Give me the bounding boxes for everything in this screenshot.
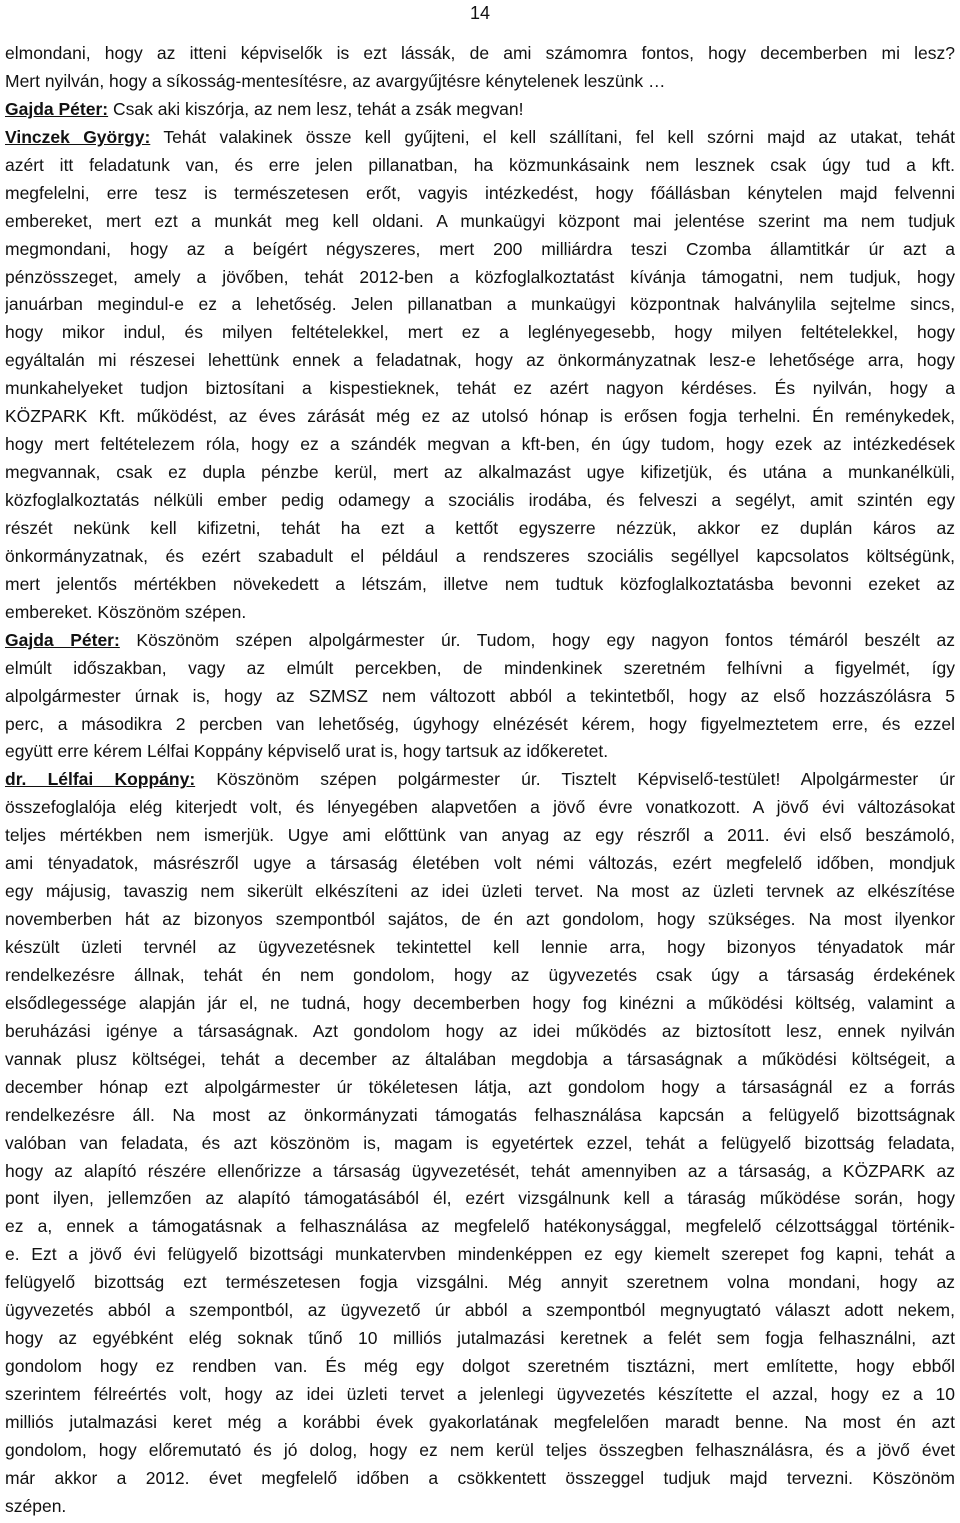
text-line: elmondani, hogy az itteni képviselők is ezt lássák, de ami számomra fontos, hogy decemberben mi lesz? — [5, 43, 955, 63]
text-line: december hónap ezt alpolgármester úr tökéletesen látja, azt gondolom hogy a társaságnál ez a forrás — [5, 1076, 955, 1097]
text-line: elmúlt időszakban, vagy az elmúlt percekben, de mindenkinek szeretném felhívni a figyelmét, így — [5, 657, 955, 678]
text-line: perc, a másodikra 2 percben van lehetőség, úgyhogy elnézését kérem, hogy figyelmeztetem erre, és ezzel — [5, 713, 955, 734]
text-line: pont ilyen, jellemzően az alapító támogatásából él, ezért vizsgálnunk kell a táraság működése során, hogy — [5, 1188, 955, 1209]
text-line: milliós jutalmazási keret még a korábbi évek gyakorlatának megfelelően maradt benne. Na most én azt — [5, 1411, 955, 1432]
text-line: elsődlegessége alapján jár el, ne tudná, hogy decemberben hogy fog kinézni a működési költség, valamint a — [5, 992, 955, 1013]
text-line: részét nekünk kell kifizetni, tehát ha ezt a kettőt egyszerre nézzük, akkor ez duplán káros az — [5, 517, 955, 538]
text-line: hogy mert feltételezem róla, hogy ez a szándék megvan a kft-ben, én úgy tudom, hogy ezek az intézkedések — [5, 434, 955, 455]
text-line: készült üzleti tervnél az ügyvezetésnek tekintettel kell lennie arra, hogy bizonyos tényadatok már — [5, 937, 955, 957]
text-line: közfoglalkoztatás nélküli ember pedig odamegy a szociális irodába, és felveszi a segélyt, amit szintén egy — [5, 490, 955, 510]
text-line: hogy az alapító részére ellenőrizze a társaság ügyvezetését, tehát amennyiben az a társaság, a KÖZPARK az — [5, 1160, 955, 1181]
text-line: rendelkezésre állnak, tehát én nem gondolom, hogy az ügyvezetés csak úgy a társaság érdekének — [5, 964, 955, 985]
text-line: novemberben hát az bizonyos szempontból sajátos, de én azt gondolom, hogy szükséges. Na most ilyenkor — [5, 909, 955, 930]
line-text: Csak aki kiszórja, az nem lesz, tehát a zsák megvan! — [112, 98, 524, 119]
text-line: megmondani, hogy az a beígért négyszeres, mert 200 milliárdra teszi Czomba államtitkár úr azt a — [5, 238, 955, 259]
text-line: KÖZPARK Kft. működést, az éves zárását még ez az utolsó hónap is erősen fogja terhelni. Én reménykedek, — [5, 406, 955, 427]
text-line: egy májusig, tavaszig nem sikerült elkészíteni az idei üzleti tervet. Na most az üzleti tervnek az elkészítése — [5, 881, 955, 902]
text-line: önkormányzatnak, és ezért szabadult el például a rendszeres szociális segéllyel kapcsolatos költségünk, — [5, 545, 955, 566]
text-line: gondolom hogy ez rendben van. És még egy dolgot szeretném tisztázni, mert említette, hogy ebből — [5, 1356, 955, 1377]
paragraph — [5, 124, 955, 627]
text-line: azért itt feladatunk van, és erre jelen pillanatban, ha közmunkásaink nem lesznek csak úgy tud a kft. — [5, 154, 955, 175]
page-number: 14 — [469, 3, 491, 23]
text-line: felügyelő bizottság ezt természetesen fogja vizsgálni. Még annyit szeretnem volna mondani, hogy az — [5, 1272, 955, 1293]
speaker-name: Gajda Péter: — [5, 629, 120, 650]
text-line: gondolom, hogy előremutató és jó dolog, hogy ez nem kerül teljes összegben felhasználásra, és a jövő évet — [5, 1439, 955, 1460]
text-line: Mert nyilván, hogy a síkosság-mentesítésre, az avargyűjtésre kénytelenek leszünk … — [5, 70, 666, 91]
text-line — [5, 627, 955, 655]
text-line: alpolgármester úrnak is, hogy az SZMSZ nem változott abból a tekintetből, hogy az első hozzászólásra 5 — [5, 685, 955, 706]
text-line: teljes mértékben nem ismerjük. Ugye ami előttünk van anyag az egy részről a 2011. évi első beszámoló, — [5, 825, 955, 846]
text-line: vannak plusz költségei, tehát a december az általában megdobja a társaságnak a működési költségeit, a — [5, 1048, 955, 1069]
text-line: hogy mikor indul, és milyen feltételekkel, mert ez a leglényegesebb, hogy milyen feltételekkel, hogy — [5, 322, 955, 343]
text-line: ami tényadatok, másrészről ugye a társaság életében volt némi változás, ezért megfelelő időben, mondjuk — [5, 853, 955, 874]
text-line: egyáltalán mi részesei lehettünk ennek a feladatnak, hogy az önkormányzatnak lesz-e lehetősége arra, hogy — [5, 350, 955, 371]
text-line: munkahelyeket tudjon biztosítani a kispestieknek, tehát ez azért nagyon kérdéses. És nyilván, hogy a — [5, 378, 955, 399]
text-line — [5, 124, 955, 152]
text-line: megvannak, csak ez dupla pénzbe kerül, mert az alkalmazást ugye kifizetjük, és utána a munkanélküli, — [5, 462, 955, 483]
text-line: hogy az egyébként elég soknak tűnő 10 milliós jutalmazási keretnek a felét sem fogja felhasználni, azt — [5, 1328, 955, 1349]
document-body — [5, 40, 955, 1521]
text-line: ez a, ennek a támogatásnak a felhasználása az megfelelő hatékonysággal, megfelelő célzottsággal történik- — [5, 1216, 955, 1237]
line-text: Tehát valakinek össze kell gyűjteni, el kell szállítani, fel kell szórni majd az utakat, tehát — [163, 126, 955, 147]
text-line: összefoglalója elég kiterjedt volt, és lényegében alapvetően a jövő évre vonatkozott. A jövő évi változásokat — [5, 797, 955, 818]
text-line: szerintem félreértés volt, hogy az idei üzleti tervet a jelenlegi ügyvezetés készítette el azzal, hogy ez a 10 — [5, 1384, 955, 1404]
text-line: rendelkezésre áll. Na most az önkormányzati támogatás felhasználása kapcsán a felügyelő bizottságnak — [5, 1104, 955, 1125]
text-line: mert jelentős mértékben növekedett a létszám, illetve nem tudtuk közfoglalkoztatásba bevonni ezeket az — [5, 573, 955, 594]
text-line: embereket, mert ezt a munkát meg kell oldani. A munkaügyi központ mai jelentése szerint ma nem tudjuk — [5, 210, 955, 231]
text-line: e. Ezt a jövő évi felügyelő bizottsági munkatervben mindenképpen ez egy kiemelt szerepet fog kapni, tehát a — [5, 1244, 955, 1265]
text-line: szépen. — [5, 1495, 67, 1516]
text-line: már akkor a 2012. évet megfelelő időben a csökkentett összeggel tudjuk majd tervezni. Köszönöm — [5, 1467, 955, 1488]
speaker-name: Gajda Péter: — [5, 98, 109, 119]
text-line: ügyvezetés abból a szempontból, az ügyvezető úr abból a szempontból megnyugtató választ adott nekem, — [5, 1300, 955, 1321]
text-line: beruházási igénye a társaságnak. Azt gondolom hogy az idei működés az biztosított lesz, ennek nyilván — [5, 1020, 955, 1041]
text-line: együtt erre kérem Lélfai Koppány képviselő urat is, hogy tartsuk az időkeretet. — [5, 741, 609, 762]
paragraph — [5, 627, 955, 767]
text-line: valóban van feladata, és azt köszönöm is, magam is egyetértek ezzel, tehát a felügyelő bizottság feladata, — [5, 1132, 955, 1153]
paragraph — [5, 96, 955, 124]
text-line: januárban megindul-e ez a lehetőség. Jelen pillanatban a munkaügyi központnak halványlila sejtelme sincs, — [5, 294, 955, 315]
line-text: Köszönöm szépen alpolgármester úr. Tudom, hogy egy nagyon fontos témáról beszélt az — [136, 629, 955, 650]
text-line — [5, 766, 955, 794]
paragraph — [5, 40, 955, 96]
paragraph — [5, 766, 955, 1520]
text-line: megfelelni, erre tesz is természetesen erőt, vagyis intézkedést, hogy főállásban kénytelen majd felvenni — [5, 182, 955, 203]
text-line: embereket. Köszönöm szépen. — [5, 601, 247, 622]
line-text: Köszönöm szépen polgármester úr. Tisztelt Képviselő-testület! Alpolgármester úr — [216, 769, 955, 790]
speaker-name: dr. Lélfai Koppány: — [5, 769, 196, 790]
text-line — [5, 96, 955, 124]
text-line: pénzösszeget, amely a jövőben, tehát 2012-ben a közfoglalkoztatást kívánja támogatni, nem tudjuk, hogy — [5, 266, 955, 287]
speaker-name: Vinczek György: — [5, 126, 151, 147]
